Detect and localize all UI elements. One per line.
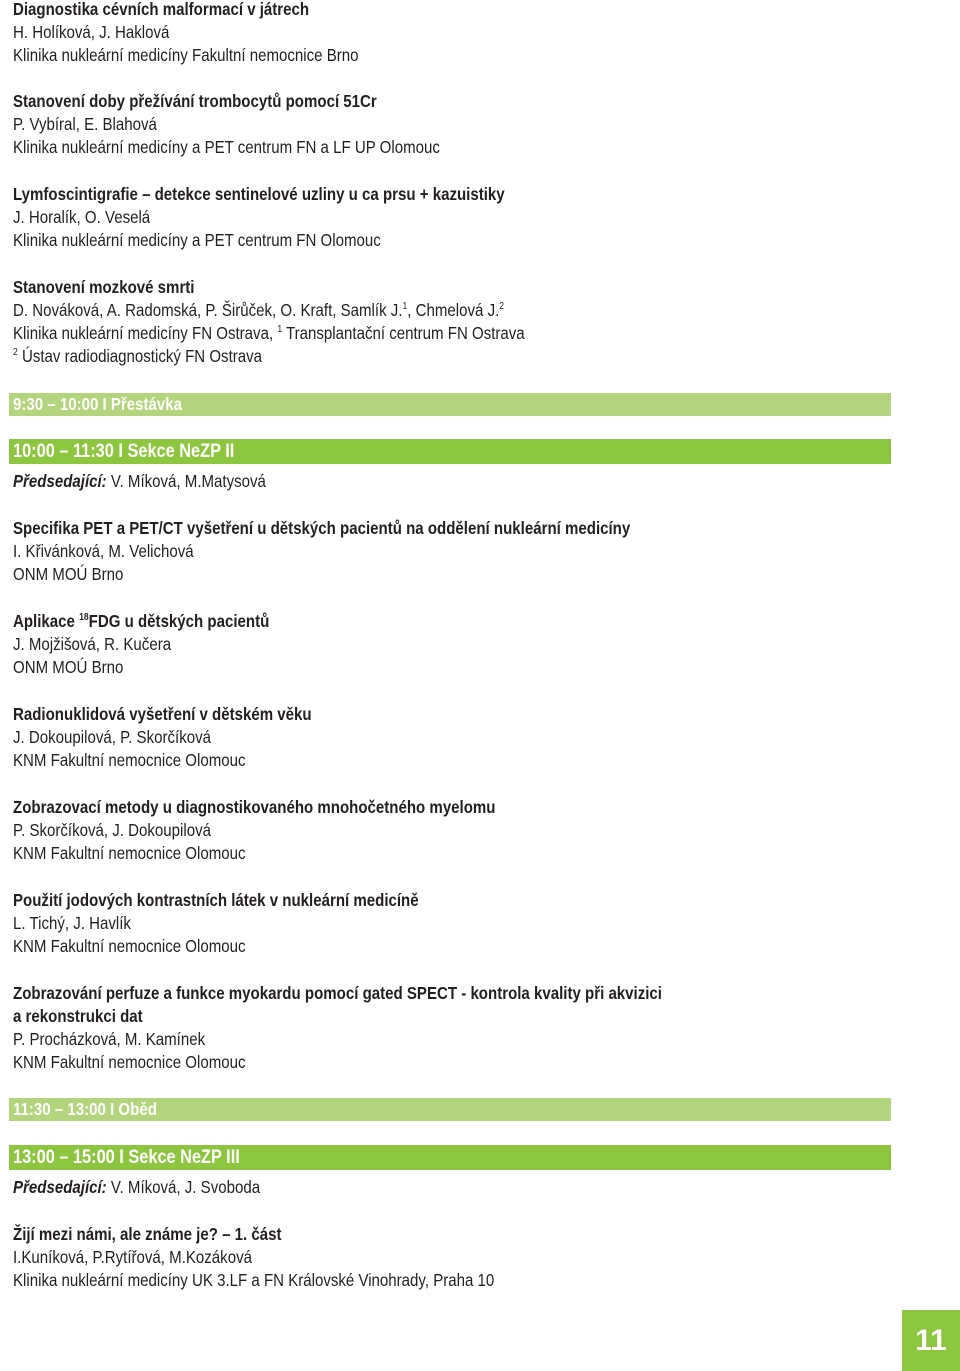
break-bar: 9:30 – 10:00 I Přestávka (9, 393, 891, 416)
talk-authors: I.Kuníková, P.Rytířová, M.Kozáková (13, 1247, 252, 1267)
talk-institution: Klinika nukleární medicíny UK 3.LF a FN Královské Vinohrady, Praha 10 (13, 1270, 495, 1290)
talk-institution: Klinika nukleární medicíny FN Ostrava, $^1$ Transplantační centrum FN Ostrava (13, 323, 525, 343)
talk-authors: I. Křivánková, M. Velichová (13, 541, 194, 561)
talk-authors: P. Procházková, M. Kamínek (13, 1029, 206, 1049)
talk-title: Lymfoscintigrafie – detekce sentinelové uzliny u ca prsu + kazuistiky (13, 184, 505, 204)
talk-title: Diagnostika cévních malformací v játrech (13, 0, 310, 19)
talk-title: Stanovení mozkové smrti (13, 277, 195, 297)
talk-institution: Klinika nukleární medicíny Fakultní nemocnice Brno (13, 45, 359, 65)
lunch-bar: 11:30 – 13:00 I Oběd (9, 1098, 891, 1121)
talk-institution: ONM MOÚ Brno (13, 657, 124, 677)
talk-institution: KNM Fakultní nemocnice Olomouc (13, 1052, 246, 1072)
talk-authors: L. Tichý, J. Havlík (13, 913, 131, 933)
chairs-section-3: Předsedající: V. Míková, J. Svoboda (13, 1177, 261, 1197)
talk-title: Zobrazování perfuze a funkce myokardu pomocí gated SPECT - kontrola kvality při akvizici (13, 983, 662, 1003)
talk-institution: Klinika nukleární medicíny a PET centrum FN Olomouc (13, 230, 381, 250)
talk-institution: KNM Fakultní nemocnice Olomouc (13, 936, 246, 956)
talk-title: Žijí mezi námi, ale známe je? – 1. část (13, 1224, 282, 1244)
talk-authors: H. Holíková, J. Haklová (13, 22, 170, 42)
talk-title: Stanovení doby přežívání trombocytů pomocí 51Cr (13, 91, 377, 111)
talk-title: Aplikace $^{18}$FDG u dětských pacientů (13, 611, 270, 631)
talk-authors: P. Skorčíková, J. Dokoupilová (13, 820, 211, 840)
talk-authors: J. Mojžišová, R. Kučera (13, 634, 172, 654)
talk-institution: KNM Fakultní nemocnice Olomouc (13, 843, 246, 863)
talk-title-cont: a rekonstrukci dat (13, 1006, 143, 1026)
talk-authors: P. Vybíral, E. Blahová (13, 114, 157, 134)
talk-title: Specifika PET a PET/CT vyšetření u dětských pacientů na oddělení nukleární medicíny (13, 518, 631, 538)
talk-institution-2: $^2$ Ústav radiodiagnostický FN Ostrava (13, 346, 263, 366)
talk-institution: ONM MOÚ Brno (13, 564, 124, 584)
talk-authors: D. Nováková, A. Radomská, P. Širůček, O. Kraft, Samlík J.$^1$, Chmelová J.$^2$ (13, 300, 505, 320)
talk-institution: KNM Fakultní nemocnice Olomouc (13, 750, 246, 770)
talk-authors: J. Dokoupilová, P. Skorčíková (13, 727, 211, 747)
talk-authors: J. Horalík, O. Veselá (13, 207, 151, 227)
talk-institution: Klinika nukleární medicíny a PET centrum FN a LF UP Olomouc (13, 137, 440, 157)
talk-title: Radionuklidová vyšetření v dětském věku (13, 704, 312, 724)
chairs-section-2: Předsedající: V. Míková, M.Matysová (13, 471, 266, 491)
page-number: 11 (902, 1310, 960, 1371)
section-bar: 10:00 – 11:30 I Sekce NeZP II (9, 439, 891, 464)
section-bar: 13:00 – 15:00 I Sekce NeZP III (9, 1145, 891, 1170)
talk-title: Zobrazovací metody u diagnostikovaného mnohočetného myelomu (13, 797, 496, 817)
talk-title: Použití jodových kontrastních látek v nukleární medicíně (13, 890, 419, 910)
